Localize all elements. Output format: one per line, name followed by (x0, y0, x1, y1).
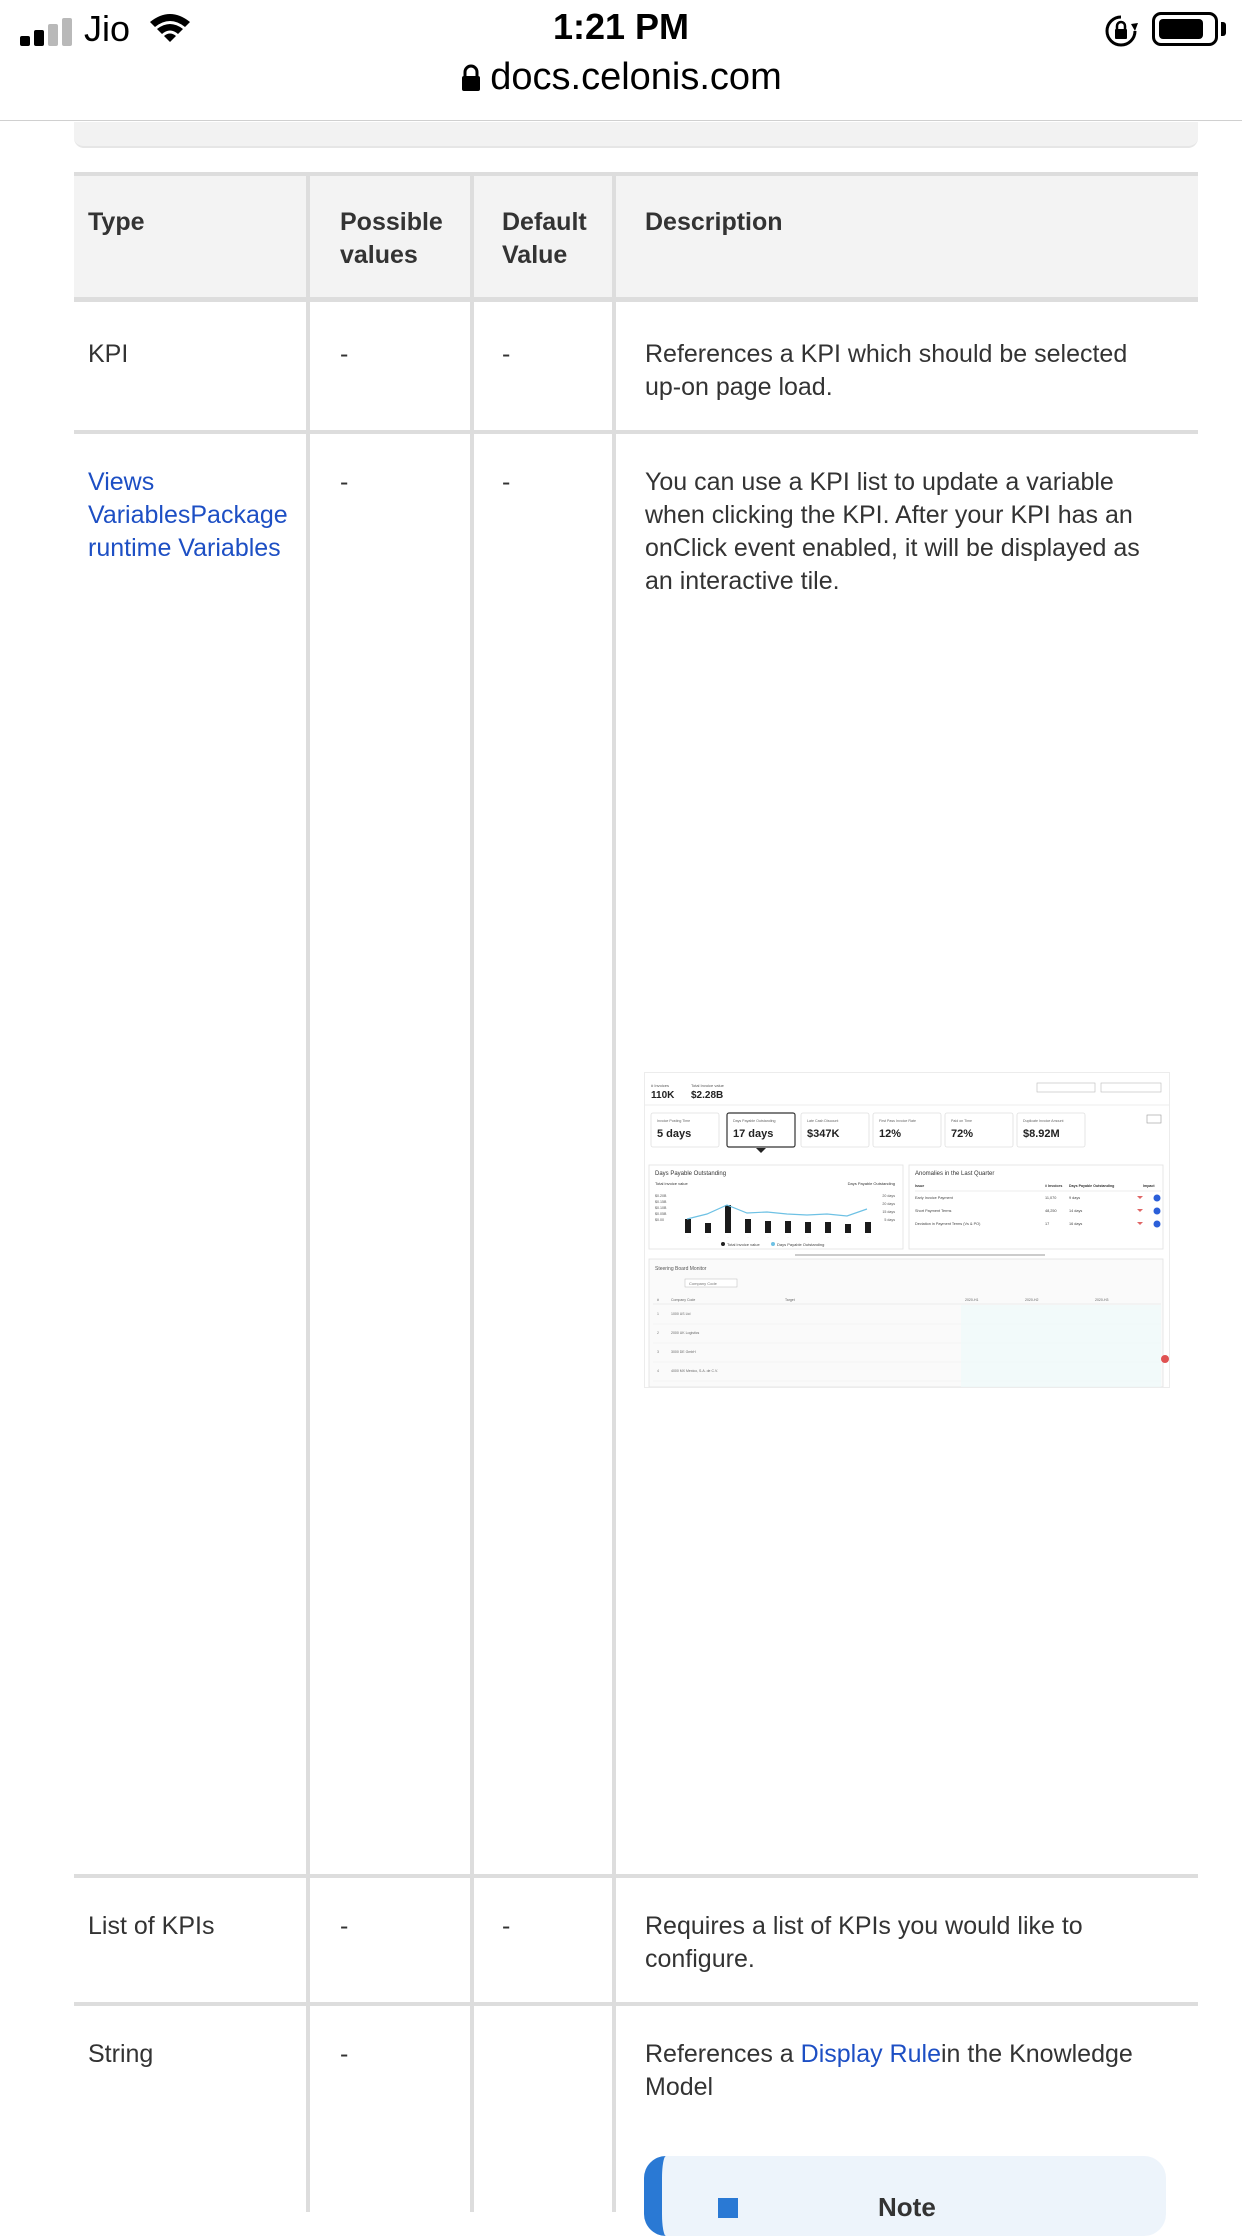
svg-text:Early Invoice Payment: Early Invoice Payment (915, 1196, 953, 1200)
kpi-header-label1: # Invoices (651, 1083, 670, 1088)
svg-text:First Pass Invoice Rate: First Pass Invoice Rate (879, 1119, 916, 1123)
kpi-tile (727, 1113, 795, 1147)
anomalies-header: Impact (1143, 1184, 1155, 1188)
y2-tick: 15 days (882, 1210, 895, 1214)
row-kpi-description: References a KPI which should be selected up-on page load. (645, 340, 1128, 401)
y-tick: $0.20B (655, 1194, 667, 1198)
note-label: Note (878, 2192, 936, 2222)
row-kpi-type: KPI (88, 340, 129, 368)
header-possible-values: Possible values (340, 208, 443, 269)
chart-bar (705, 1223, 711, 1233)
x-tick: · (787, 1235, 789, 1239)
note-icon (718, 2198, 738, 2218)
header-default-value: Default Value (502, 208, 587, 269)
runtime-variables-link[interactable]: runtime Variables (88, 534, 281, 562)
x-tick: · (867, 1235, 869, 1239)
column-divider (470, 172, 474, 2212)
variables-package-link[interactable]: VariablesPackage (88, 501, 288, 529)
row-list-possible-values: - (340, 1912, 349, 1940)
row-views-default-value: - (502, 468, 511, 496)
y2-tick: 20 days (882, 1194, 895, 1198)
svg-text:$347K: $347K (807, 1128, 840, 1140)
status-bar (0, 0, 1242, 60)
carrier-name: Jio (84, 8, 131, 49)
orientation-lock-icon (1104, 14, 1138, 48)
battery-tip (1221, 22, 1226, 36)
svg-text:3: 3 (657, 1350, 659, 1354)
chart-bar (805, 1222, 811, 1233)
kpi-tile (873, 1113, 941, 1147)
row-kpi-possible-values: - (340, 340, 349, 368)
board-title: Steering Board Monitor (655, 1266, 707, 1272)
svg-text:48,250: 48,250 (1045, 1209, 1057, 1213)
svg-text:Invoice Posting Time: Invoice Posting Time (657, 1119, 691, 1123)
y2-tick: 20 days (882, 1202, 895, 1206)
table-header-row (74, 172, 1198, 302)
svg-text:2: 2 (657, 1331, 659, 1335)
board-header: 2020-H2 (1025, 1298, 1039, 1302)
chart-bar (685, 1219, 691, 1233)
kpi-tile (1017, 1113, 1085, 1147)
views-link[interactable]: Views (88, 468, 155, 496)
chart-bar (825, 1222, 831, 1233)
board-header: 2020-H1 (965, 1298, 979, 1302)
previous-section-box (74, 122, 1198, 148)
y-tick: $0.15B (655, 1200, 667, 1204)
y-tick: $0.10B (655, 1206, 667, 1210)
row-views-description: You can use a KPI list to update a variable when clicking the KPI. After your KPI has an onClick event enabled, it will be displayed as an interactive tile. (645, 468, 1140, 595)
y-tick: $0.00 (655, 1218, 664, 1222)
x-tick: · (827, 1235, 829, 1239)
row-list-type: List of KPIs (88, 1912, 215, 1940)
column-divider (306, 172, 310, 2212)
x-tick: · (767, 1235, 769, 1239)
anomalies-header: # Invoices (1045, 1184, 1063, 1188)
row-divider (74, 2002, 1198, 2006)
header-divider (0, 120, 1242, 121)
chart-sub-right: Days Payable Outstanding (847, 1181, 895, 1186)
legend-2: Days Payable Outstanding (777, 1242, 825, 1247)
anomalies-header: Days Payable Outstanding (1069, 1184, 1115, 1188)
battery-icon (1152, 12, 1218, 46)
kpi-header-label2: Total Invoice value (691, 1083, 724, 1088)
row-views-type (88, 466, 298, 565)
row-list-default-value: - (502, 1912, 511, 1940)
svg-text:Duplicate Invoice Amount: Duplicate Invoice Amount (1023, 1119, 1064, 1123)
svg-text:Late Cash Discount: Late Cash Discount (807, 1119, 839, 1123)
padlock-icon (460, 64, 482, 92)
chart-bar (745, 1219, 751, 1233)
chart-bar (785, 1221, 791, 1233)
svg-text:9 days: 9 days (1069, 1196, 1081, 1200)
board-header: Target (785, 1298, 795, 1302)
chart-sub-left: Total invoice value (655, 1181, 688, 1186)
svg-text:16 days: 16 days (1069, 1222, 1083, 1226)
svg-text:1: 1 (657, 1312, 659, 1316)
svg-text:4000 MX Mexico, S.A. de C.V.: 4000 MX Mexico, S.A. de C.V. (671, 1369, 718, 1373)
kpi-header-val2: $2.28B (691, 1090, 724, 1101)
row-string-description: References a Display Rulein the Knowledge Model (645, 2040, 1133, 2101)
kpi-header-val1: 110K (651, 1090, 675, 1101)
svg-text:11,070: 11,070 (1045, 1196, 1057, 1200)
x-tick: · (687, 1235, 689, 1239)
anomalies-title: Anomalies in the Last Quarter (915, 1171, 995, 1177)
legend-1: Total invoice value (727, 1242, 760, 1247)
board-filter: Company Code (689, 1281, 717, 1286)
chart-bar (845, 1224, 851, 1233)
chart-title: Days Payable Outstanding (655, 1171, 727, 1177)
chart-bar (765, 1221, 771, 1233)
x-tick: · (747, 1235, 749, 1239)
display-rule-link[interactable]: Display Rule (800, 2040, 941, 2068)
y-tick: $0.05B (655, 1212, 667, 1216)
svg-text:2000 UK Logistics: 2000 UK Logistics (671, 1331, 700, 1335)
svg-text:$8.92M: $8.92M (1023, 1128, 1060, 1140)
svg-text:72%: 72% (951, 1128, 974, 1140)
x-tick: · (707, 1235, 709, 1239)
note-callout (644, 2156, 1166, 2236)
chart-bar (865, 1222, 871, 1233)
row-list-description: Requires a list of KPIs you would like to configure. (645, 1912, 1083, 1973)
svg-text:17: 17 (1045, 1222, 1050, 1226)
board-header: 2020-H3 (1095, 1298, 1109, 1302)
chart-bar (725, 1205, 731, 1233)
kpi-list-example-image (644, 1072, 1170, 1388)
row-string-type: String (88, 2040, 154, 2068)
url-text[interactable]: docs.celonis.com (490, 56, 782, 98)
anomalies-header: Issue (915, 1184, 925, 1188)
svg-text:17 days: 17 days (733, 1128, 774, 1140)
row-string-possible-values: - (340, 2040, 349, 2068)
svg-text:Deviation in Payment Terms (Vs: Deviation in Payment Terms (Vs & PO) (915, 1222, 981, 1226)
svg-text:14 days: 14 days (1069, 1209, 1083, 1213)
kpi-tile (945, 1113, 1013, 1147)
row-kpi-default-value: - (502, 340, 511, 368)
svg-text:1000 US Ltd: 1000 US Ltd (671, 1312, 691, 1316)
header-description: Description (645, 208, 783, 236)
row-views-possible-values: - (340, 468, 349, 496)
board-header: # (657, 1298, 659, 1302)
column-divider (612, 172, 616, 2212)
svg-text:Paid on Time: Paid on Time (951, 1119, 972, 1123)
y2-tick: 5 days (884, 1218, 895, 1222)
address-bar[interactable] (0, 56, 1242, 120)
svg-text:4: 4 (657, 1369, 659, 1373)
kpi-tile (651, 1113, 719, 1147)
row-divider (74, 1874, 1198, 1878)
kpi-tile (801, 1113, 869, 1147)
svg-text:Short Payment Terms: Short Payment Terms (915, 1209, 952, 1213)
svg-text:3000 DE GmbH: 3000 DE GmbH (671, 1350, 696, 1354)
svg-text:12%: 12% (879, 1128, 902, 1140)
board-header: Company Code (671, 1298, 696, 1302)
x-tick: · (847, 1235, 849, 1239)
svg-text:Days Payable Outstanding: Days Payable Outstanding (733, 1119, 776, 1123)
status-time: 1:21 PM (552, 6, 690, 47)
row-divider (74, 430, 1198, 434)
svg-text:5 days: 5 days (657, 1128, 692, 1140)
header-type: Type (88, 208, 145, 236)
x-tick: · (807, 1235, 809, 1239)
x-tick: · (727, 1235, 729, 1239)
